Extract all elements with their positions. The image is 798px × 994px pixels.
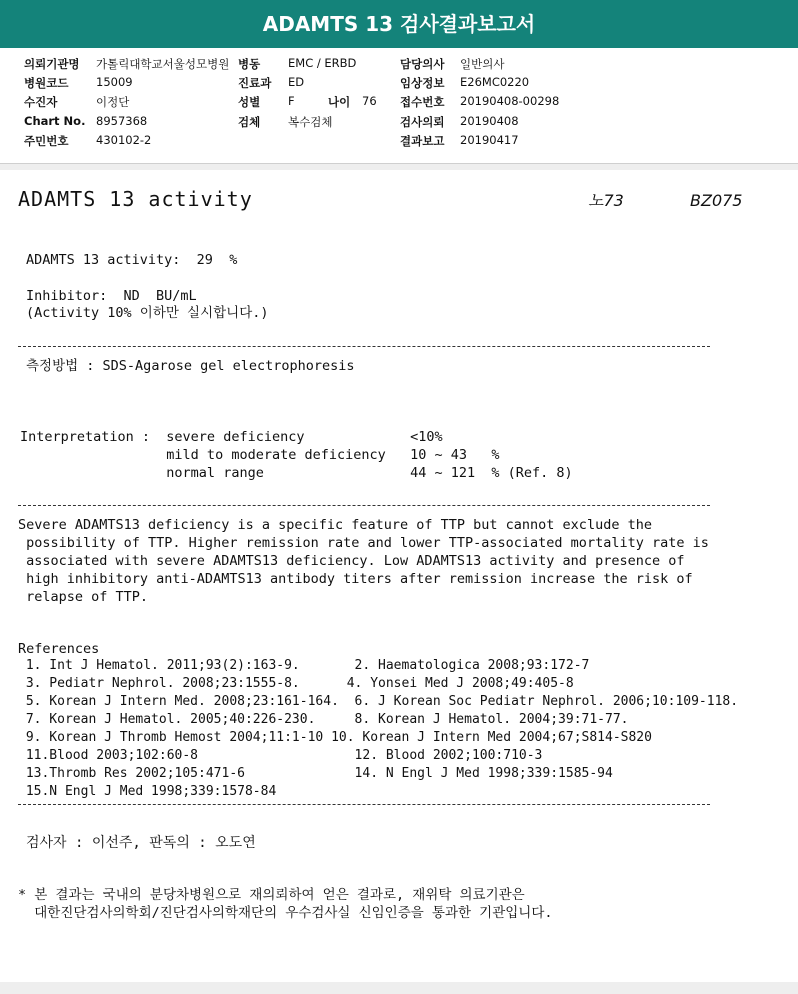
reference-line: 11.Blood 2003;102:60-8 12. Blood 2002;100:710-3 bbox=[18, 748, 543, 763]
specimen-label: 검체 bbox=[238, 115, 261, 129]
reference-line: 7. Korean J Hematol. 2005;40:226-230. 8. Korean J Hematol. 2004;39:71-77. bbox=[18, 712, 629, 727]
examiner-line: 검사자 : 이선주, 판독의 : 오도연 bbox=[26, 835, 256, 851]
divider bbox=[18, 804, 710, 805]
dept-value: ED bbox=[288, 75, 305, 89]
institution-value: 가톨릭대학교서울성모병원 bbox=[96, 57, 230, 71]
receipt-number-value: 20190408-00298 bbox=[460, 94, 560, 108]
reference-line: 13.Thromb Res 2002;105:471-6 14. N Engl J Med 1998;339:1585-94 bbox=[18, 766, 613, 781]
comment-line: associated with severe ADAMTS13 deficiency. Low ADAMTS13 activity and presence of bbox=[18, 553, 685, 569]
report-title: ADAMTS 13 검사결과보고서 bbox=[262, 12, 536, 36]
dept-label: 진료과 bbox=[238, 76, 272, 90]
report-title-bar bbox=[0, 0, 798, 48]
footer-bar bbox=[0, 982, 798, 994]
doctor-label: 담당의사 bbox=[400, 57, 445, 71]
resident-id-value: 430102-2 bbox=[96, 133, 152, 147]
hospital-code-value: 15009 bbox=[96, 75, 133, 89]
request-date-value: 20190408 bbox=[460, 114, 519, 128]
ward-value: EMC / ERBD bbox=[288, 56, 357, 70]
reference-line: 1. Int J Hematol. 2011;93(2):163-9. 2. Haematologica 2008;93:172-7 bbox=[18, 658, 590, 673]
activity-result: ADAMTS 13 activity: 29 % bbox=[26, 252, 238, 268]
comment-line: Severe ADAMTS13 deficiency is a specific feature of TTP but cannot exclude the bbox=[18, 517, 652, 533]
patient-label: 수진자 bbox=[24, 95, 58, 109]
age-value: 76 bbox=[362, 94, 377, 108]
specimen-value: 복수검체 bbox=[288, 115, 333, 129]
patient-info-header bbox=[0, 48, 798, 164]
report-body bbox=[0, 170, 798, 982]
patient-value: 이정단 bbox=[96, 95, 130, 109]
receipt-number-label: 접수번호 bbox=[400, 95, 445, 109]
report-heading: ADAMTS 13 activity bbox=[18, 187, 253, 211]
clinical-info-value: E26MC0220 bbox=[460, 75, 530, 89]
age-label: 나이 bbox=[328, 95, 351, 109]
ward-label: 병동 bbox=[238, 57, 261, 71]
reference-line: 15.N Engl J Med 1998;339:1578-84 bbox=[18, 784, 277, 799]
inhibitor-result: Inhibitor: ND BU/mL bbox=[26, 288, 197, 304]
reference-line: 5. Korean J Intern Med. 2008;23:161-164. 6. J Korean Soc Pediatr Nephrol. 2006;10:109-118. bbox=[18, 694, 739, 709]
sex-label: 성별 bbox=[238, 95, 261, 109]
institution-label: 의뢰기관명 bbox=[24, 57, 80, 71]
method-line: 측정방법 : SDS-Agarose gel electrophoresis bbox=[26, 358, 355, 374]
comment-line: relapse of TTP. bbox=[18, 589, 149, 605]
handwritten-code: BZ075 bbox=[690, 191, 743, 210]
chart-no-value: 8957368 bbox=[96, 114, 148, 128]
references-title: References bbox=[18, 641, 100, 657]
hospital-code-label: 병원코드 bbox=[24, 76, 69, 90]
comment-line: possibility of TTP. Higher remission rate and lower TTP-associated mortality rate is bbox=[18, 535, 709, 551]
reference-line: 9. Korean J Thromb Hemost 2004;11:1-10 10. Korean J Intern Med 2004;67;S814-S820 bbox=[18, 730, 652, 745]
interpretation-line: Interpretation : severe deficiency <10% bbox=[20, 429, 443, 445]
doctor-value: 일반의사 bbox=[460, 57, 505, 71]
comment-line: high inhibitory anti-ADAMTS13 antibody titers after remission increase the risk of bbox=[18, 571, 693, 587]
interpretation-line: normal range 44 ~ 121 % (Ref. 8) bbox=[20, 465, 573, 481]
reference-line: 3. Pediatr Nephrol. 2008;23:1555-8. 4. Yonsei Med J 2008;49:405-8 bbox=[18, 676, 574, 691]
resident-id-label: 주민번호 bbox=[24, 134, 69, 148]
footnote-line: 대한진단검사의학회/진단검사의학재단의 우수검사실 신임인증을 통과한 기관입니다. bbox=[18, 905, 553, 921]
clinical-info-label: 임상정보 bbox=[400, 76, 445, 90]
interpretation-line: mild to moderate deficiency 10 ~ 43 % bbox=[20, 447, 500, 463]
divider bbox=[18, 505, 710, 506]
divider bbox=[18, 346, 710, 347]
handwritten-note: 노73 bbox=[588, 191, 624, 210]
report-date-value: 20190417 bbox=[460, 133, 519, 147]
report-date-label: 결과보고 bbox=[400, 134, 445, 148]
chart-no-label: Chart No. bbox=[24, 114, 86, 128]
sex-value: F bbox=[288, 94, 295, 108]
inhibitor-note: (Activity 10% 이하만 실시합니다.) bbox=[26, 305, 269, 321]
request-date-label: 검사의뢰 bbox=[400, 115, 445, 129]
footnote-line: * 본 결과는 국내의 분당차병원으로 재의뢰하여 얻은 결과로, 재위탁 의료기관은 bbox=[18, 887, 525, 903]
